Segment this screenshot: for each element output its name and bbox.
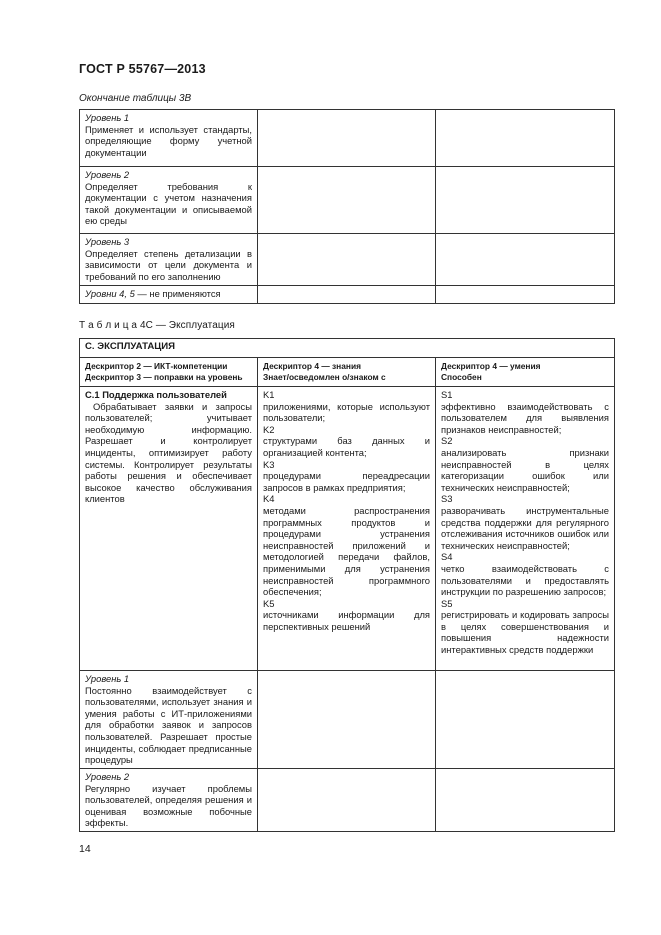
column-header bbox=[436, 358, 615, 387]
table-4c-caption: Т а б л и ц а 4С — Эксплуатация bbox=[79, 320, 235, 331]
table-row bbox=[80, 387, 615, 671]
skill-code: S5 bbox=[441, 597, 453, 609]
column-header-line: Способен bbox=[441, 372, 482, 382]
level-text: Применяет и использует стандарты, определяющие форму учетной документации bbox=[85, 123, 252, 158]
table-row bbox=[80, 110, 615, 167]
level-text: Постоянно взаимодействует с пользователями, использует знания и умения работы с ИТ-приложениями для обработки заявок и запросов пользователей. Разрешает простые инциденты, соблюдает предписанные процедуры bbox=[85, 684, 252, 766]
table-cell bbox=[80, 110, 258, 167]
table-continuation-caption: Окончание таблицы 3В bbox=[79, 93, 192, 104]
table-cell bbox=[80, 387, 258, 671]
knowledge-text: процедурами переадресации запросов в рамках предприятия; bbox=[263, 470, 430, 493]
table-row bbox=[80, 167, 615, 234]
table-cell bbox=[258, 671, 436, 769]
column-header bbox=[80, 358, 258, 387]
skill-code: S1 bbox=[441, 389, 453, 400]
table-cell bbox=[436, 234, 615, 286]
table-cell bbox=[80, 286, 258, 304]
knowledge-text: методами распространения программных продуктов и процедурами устранения неисправностей приложений и методологией передачи файлов, применимыми для устранения неисправностей программного обеспечения; bbox=[263, 504, 430, 598]
table-cell bbox=[80, 234, 258, 286]
level-text: Определяет степень детализации в зависимости от цели документа и требований по его заполнению bbox=[85, 247, 252, 282]
level-label: Уровень 2 bbox=[85, 169, 130, 180]
table-row bbox=[80, 339, 615, 358]
table-cell bbox=[258, 234, 436, 286]
column-header-line: Дескриптор 2 — ИКТ-компетенции bbox=[85, 361, 228, 371]
level-label: Уровень 1 bbox=[85, 112, 130, 123]
table-cell bbox=[258, 387, 436, 671]
skill-code: S4 bbox=[441, 551, 453, 563]
document-title: ГОСТ Р 55767—2013 bbox=[79, 62, 206, 76]
table-cell bbox=[258, 167, 436, 234]
table-cell bbox=[436, 671, 615, 769]
levels-note-suffix: — не применяются bbox=[134, 288, 221, 299]
level-label: Уровень 1 bbox=[85, 673, 130, 684]
level-label: Уровень 2 bbox=[85, 771, 130, 782]
skill-text: эффективно взаимодействовать с пользователем для выявления признаков неисправностей; bbox=[441, 400, 609, 435]
competence-text: Обрабатывает заявки и запросы пользователей; учитывает необходимую информацию. Разрешает и контролирует инциденты, оптимизирует работу системы. Контролирует результаты работы решения и обеспечивает высокое качество обслуживания клиентов bbox=[85, 400, 252, 505]
table-cell bbox=[258, 769, 436, 832]
skill-text: регистрировать и кодировать запросы в целях совершенствования и повышения надежности интерактивных средств поддержки bbox=[441, 609, 609, 656]
table-cell bbox=[258, 110, 436, 167]
column-header bbox=[258, 358, 436, 387]
knowledge-code: K1 bbox=[263, 389, 275, 400]
column-header-line: Дескриптор 4 — умения bbox=[441, 361, 541, 371]
knowledge-code: K3 bbox=[263, 458, 275, 470]
table-cell bbox=[436, 387, 615, 671]
table-cell bbox=[80, 167, 258, 234]
table-row bbox=[80, 234, 615, 286]
column-header-line: Дескриптор 3 — поправки на уровень bbox=[85, 372, 243, 382]
table-row bbox=[80, 286, 615, 304]
column-header-line: Дескриптор 4 — знания bbox=[263, 361, 361, 371]
skill-text: анализировать признаки неисправностей в целях категоризации ошибок или технических неисправностей; bbox=[441, 446, 609, 493]
levels-note: Уровни 4, 5 bbox=[85, 288, 135, 299]
table-header-row bbox=[80, 358, 615, 387]
skill-code: S3 bbox=[441, 493, 453, 505]
knowledge-code: K4 bbox=[263, 493, 275, 505]
knowledge-text: приложениями, которые используют пользователи; bbox=[263, 400, 430, 424]
table-cell bbox=[436, 769, 615, 832]
knowledge-code: K2 bbox=[263, 423, 275, 435]
table-4c bbox=[79, 338, 615, 832]
section-title: С. ЭКСПЛУАТАЦИЯ bbox=[80, 339, 615, 358]
table-cell bbox=[436, 110, 615, 167]
skill-text: четко взаимодействовать с пользователями и предоставлять инструкции по разрешению запросов; bbox=[441, 562, 609, 598]
table-cell bbox=[80, 769, 258, 832]
table-cell bbox=[436, 167, 615, 234]
page-number: 14 bbox=[79, 843, 91, 855]
table-row bbox=[80, 671, 615, 769]
level-text: Определяет требования к документации с учетом назначения такой документации и описываемой ею среды bbox=[85, 180, 252, 227]
skill-code: S2 bbox=[441, 435, 453, 447]
table-3b bbox=[79, 109, 615, 304]
knowledge-text: источниками информации для перспективных решений bbox=[263, 609, 430, 632]
column-header-line: Знает/осведомлен о/знаком с bbox=[263, 372, 386, 382]
knowledge-code: K5 bbox=[263, 597, 275, 609]
level-label: Уровень 3 bbox=[85, 236, 130, 247]
table-row bbox=[80, 769, 615, 832]
skill-text: разворачивать инструментальные средства поддержки для регулярного отслеживания источников ошибок или технических неисправностей; bbox=[441, 504, 609, 551]
table-cell bbox=[436, 286, 615, 304]
knowledge-text: структурами баз данных и организацией контента; bbox=[263, 435, 430, 458]
table-cell bbox=[80, 671, 258, 769]
level-text: Регулярно изучает проблемы пользователей, определяя решения и оценивая возможные побочные эффекты. bbox=[85, 782, 252, 829]
table-cell bbox=[258, 286, 436, 304]
competence-title: С.1 Поддержка пользователей bbox=[85, 389, 227, 400]
